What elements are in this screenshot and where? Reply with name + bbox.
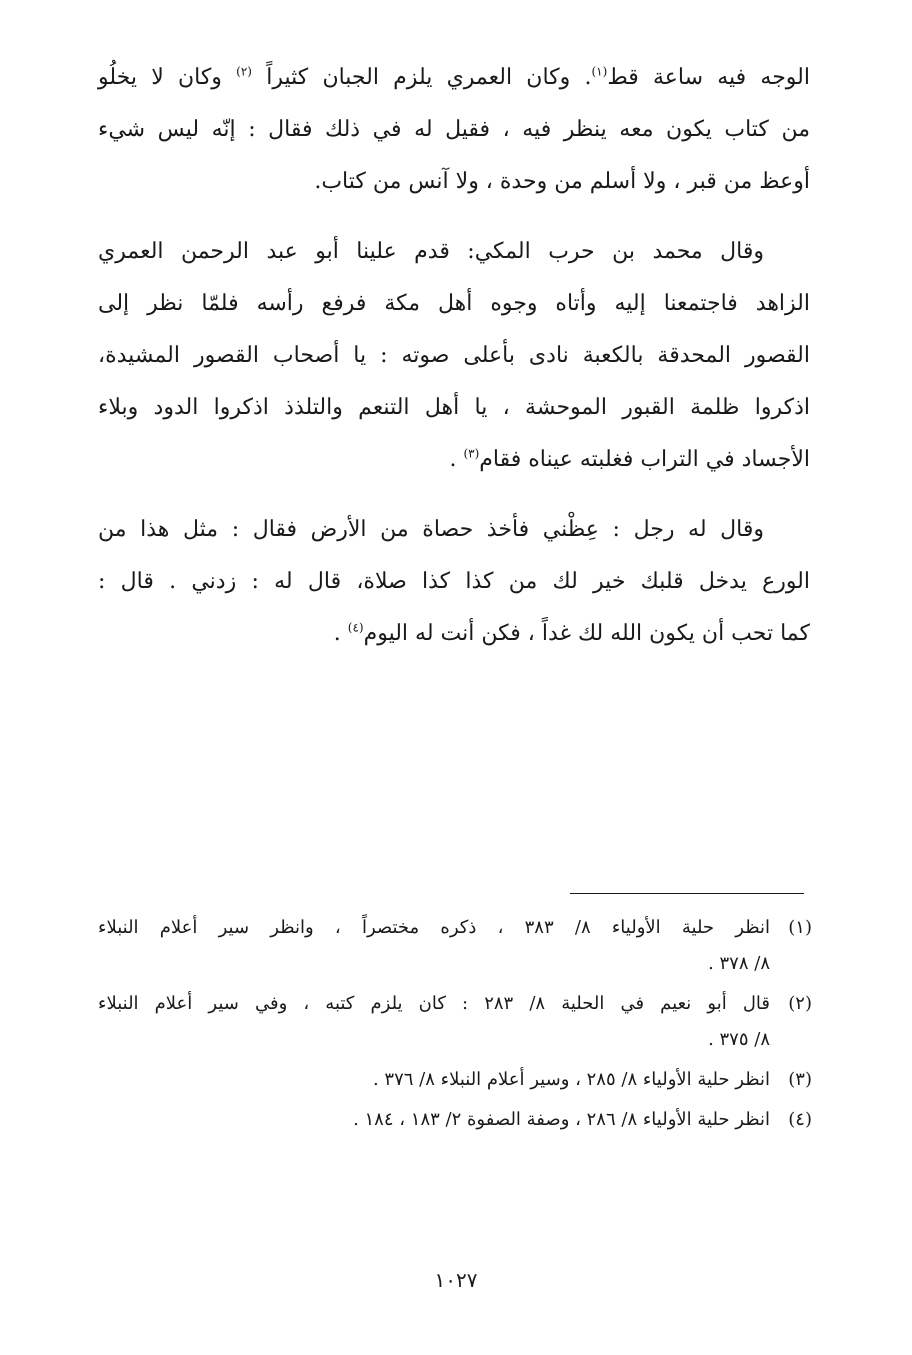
paragraph-1 [98,52,810,208]
text-line: اذكروا ظلمة القبور الموحشة ، يا أهل التنعم والتلذذ اذكروا الدود وبلاء [98,395,810,420]
footnote-ref-3[interactable]: (٣) [463,446,480,461]
text-line: وقال له رجل : عِظْني فأخذ حصاة من الأرض فقال : مثل هذا من [98,517,764,542]
footnote-ref-2[interactable]: (٢) [236,64,252,79]
footnote-number: (١) [788,917,812,938]
page-number: ١٠٢٧ [434,1268,478,1292]
footnote-line: قال أبو نعيم في الحلية ٨/ ٢٨٣ : كان يلزم كتبه ، وفي سير أعلام النبلاء [98,993,770,1014]
text-line: أوعظ من قبر ، ولا أسلم من وحدة ، ولا آنس من كتاب. [314,169,810,194]
footnote-2 [98,986,812,1058]
paragraph-3 [98,504,810,660]
main-text [98,52,810,678]
text-line: الأجساد في التراب فغلبته عيناه فقام$^{(٣)}$ . [449,446,810,472]
footnote-ref-1[interactable]: (١) [591,64,608,79]
footnote-line: ٨/ ٣٧٥ . [708,1029,770,1050]
footnote-3 [98,1062,812,1098]
text-line: كما تحب أن يكون الله لك غداً ، فكن أنت له اليوم$^{(٤)}$ . [333,620,810,646]
footnote-number: (٣) [788,1069,812,1090]
text-line: وقال محمد بن حرب المكي: قدم علينا أبو عبد الرحمن العمري [98,239,764,264]
footnotes [98,910,812,1142]
paragraph-2 [98,226,810,486]
footnote-ref-4[interactable]: (٤) [347,620,364,635]
footnote-4 [98,1102,812,1138]
footnote-separator [570,893,804,894]
footnote-line: انظر حلية الأولياء ٨/ ٣٨٣ ، ذكره مختصراً ، وانظر سير أعلام النبلاء [98,917,770,938]
text-line: الوجه فيه ساعة قط$^{(١)}$. وكان العمري يلزم الجبان كثيراً $^{(٢)}$ وكان لا يخلُو [98,64,810,90]
text-line: الزاهد فاجتمعنا إليه وأتاه وجوه أهل مكة فرفع رأسه فلمّا نظر إلى [98,291,810,316]
footnote-line: انظر حلية الأولياء ٨/ ٢٨٦ ، وصفة الصفوة ٢/ ١٨٣ ، ١٨٤ . [353,1109,770,1130]
footnote-number: (٤) [788,1109,812,1130]
footnote-line: انظر حلية الأولياء ٨/ ٢٨٥ ، وسير أعلام النبلاء ٨/ ٣٧٦ . [372,1069,770,1090]
footnote-line: ٨/ ٣٧٨ . [708,953,770,974]
text-line: من كتاب يكون معه ينظر فيه ، فقيل له في ذلك فقال : إنّه ليس شيء [98,117,810,142]
text-line: القصور المحدقة بالكعبة نادى بأعلى صوته : يا أصحاب القصور المشيدة، [98,343,810,368]
text-line: الورع يدخل قلبك خير لك من كذا كذا صلاة، قال له : زدني . قال : [98,569,810,594]
footnote-number: (٢) [788,993,812,1014]
footnote-1 [98,910,812,982]
